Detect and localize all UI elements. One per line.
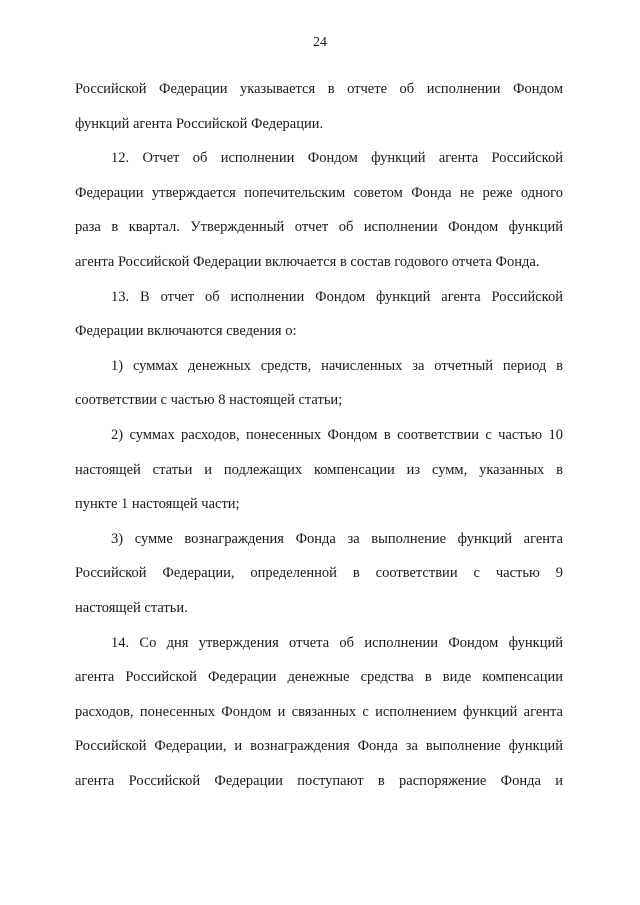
text-line: настоящей статьи. <box>75 599 188 616</box>
text-line: 14. Со дня утверждения отчета об исполнении Фондом функций <box>111 634 563 651</box>
text-line: 2) суммах расходов, понесенных Фондом в соответствии с частью 10 <box>111 426 563 443</box>
text-line: 12. Отчет об исполнении Фондом функций агента Российской <box>111 150 563 167</box>
text-line: расходов, понесенных Фондом и связанных с исполнением функций агента <box>75 703 563 720</box>
text-line: 1) суммах денежных средств, начисленных за отчетный период в <box>111 357 563 374</box>
text-line: агента Российской Федерации поступают в распоряжение Фонда и <box>75 772 563 789</box>
text-line: Российской Федерации, определенной в соответствии с частью 9 <box>75 565 563 582</box>
text-line: Российской Федерации, и вознаграждения Фонда за выполнение функций <box>75 738 563 755</box>
text-line: Российской Федерации указывается в отчете об исполнении Фондом <box>75 81 563 97</box>
page-number: 24 <box>313 35 327 50</box>
text-line: агента Российской Федерации включается в состав годового отчета Фонда. <box>75 253 540 270</box>
text-line: агента Российской Федерации денежные средства в виде компенсации <box>75 669 563 686</box>
text-line: 3) сумме вознаграждения Фонда за выполнение функций агента <box>111 530 563 547</box>
text-line: настоящей статьи и подлежащих компенсации из сумм, указанных в <box>75 461 563 478</box>
text-line: функций агента Российской Федерации. <box>75 115 324 132</box>
text-line: Федерации утверждается попечительским советом Фонда не реже одного <box>75 184 563 201</box>
document-body <box>75 72 563 798</box>
text-line: пункте 1 настоящей части; <box>75 496 240 513</box>
text-line: раза в квартал. Утвержденный отчет об исполнении Фондом функций <box>75 219 563 236</box>
text-line: 13. В отчет об исполнении Фондом функций агента Российской <box>111 288 563 305</box>
text-line: соответствии с частью 8 настоящей статьи; <box>75 392 343 409</box>
text-line: Федерации включаются сведения о: <box>75 323 297 340</box>
